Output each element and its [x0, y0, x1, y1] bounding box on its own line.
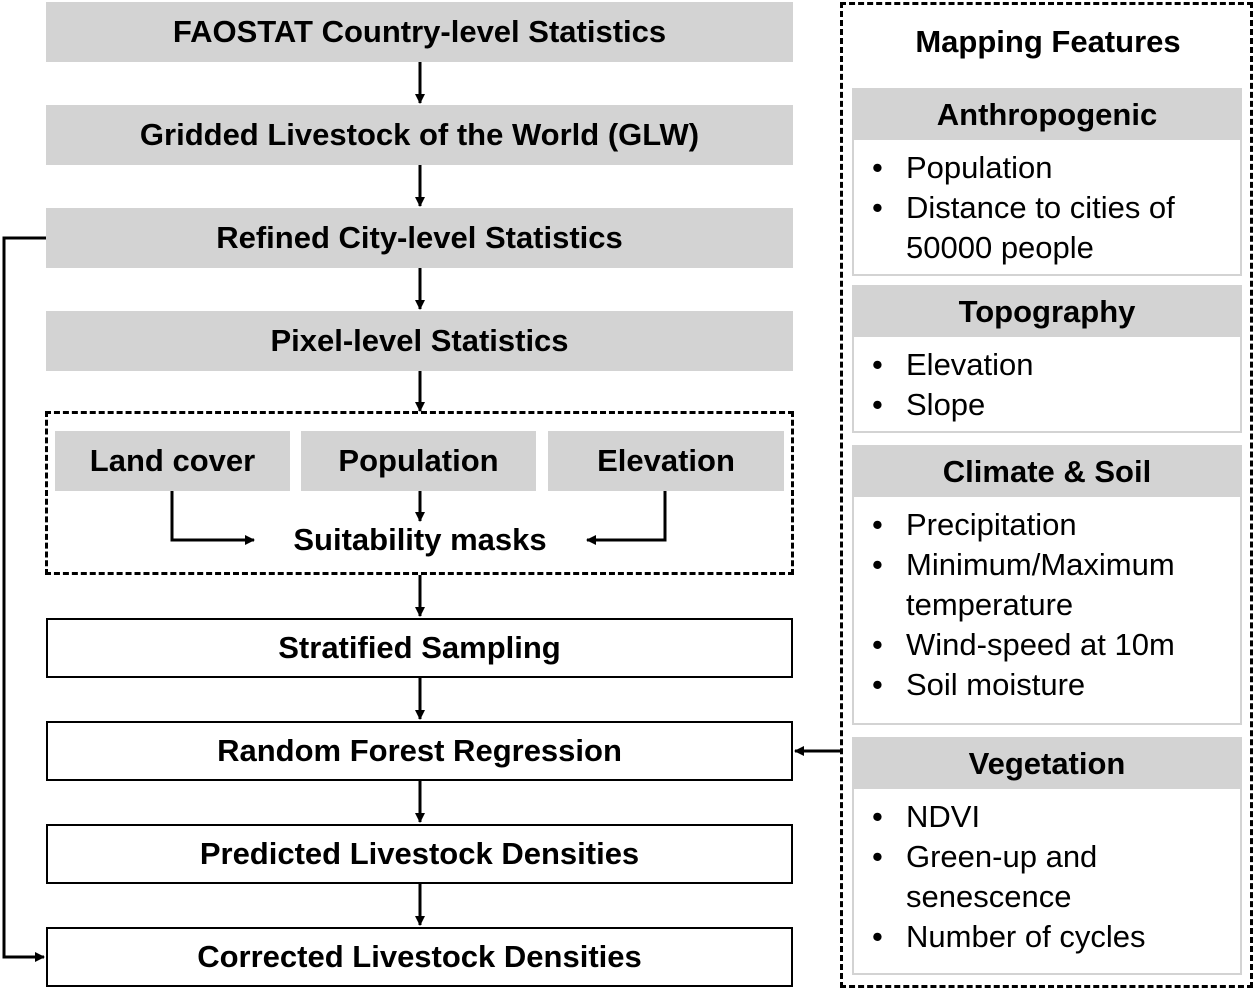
mask-input-land-cover: Land cover [55, 431, 290, 491]
feature-item: • Wind-speed at 10m [854, 625, 1240, 665]
step-faostat: FAOSTAT Country-level Statistics [46, 2, 793, 62]
arrow-landcover-masks [172, 491, 254, 540]
feature-item: • Distance to cities of 50000 people [854, 188, 1206, 268]
mask-input-population: Population [301, 431, 536, 491]
step-stratified-sampling: Stratified Sampling [46, 618, 793, 678]
feature-group-title: Vegetation [854, 739, 1240, 789]
mapping-features-title: Mapping Features [915, 24, 1181, 59]
feature-item: • Precipitation [854, 505, 1240, 545]
feature-item: • Elevation [854, 345, 1240, 385]
feature-item: • Minimum/Maximum temperature [854, 545, 1216, 625]
step-glw: Gridded Livestock of the World (GLW) [46, 105, 793, 165]
feature-item: • Green-up and senescence [854, 837, 1146, 917]
feature-item: • Slope [854, 385, 1240, 425]
feature-item: • Population [854, 148, 1240, 188]
arrow-city-corrected [4, 238, 46, 957]
step-random-forest: Random Forest Regression [46, 721, 793, 781]
mask-input-elevation: Elevation [548, 431, 784, 491]
feature-item: • Number of cycles [854, 917, 1240, 957]
step-city-level: Refined City-level Statistics [46, 208, 793, 268]
feature-group-title: Topography [854, 287, 1240, 337]
feature-item: • Soil moisture [854, 665, 1240, 705]
arrow-elevation-masks [587, 491, 665, 540]
suitability-masks-label: Suitability masks [293, 522, 547, 557]
feature-item: • NDVI [854, 797, 1240, 837]
feature-group-title: Climate & Soil [854, 447, 1240, 497]
feature-group-title: Anthropogenic [854, 90, 1240, 140]
step-pixel-level: Pixel-level Statistics [46, 311, 793, 371]
step-predicted-densities: Predicted Livestock Densities [46, 824, 793, 884]
step-corrected-densities: Corrected Livestock Densities [46, 927, 793, 987]
